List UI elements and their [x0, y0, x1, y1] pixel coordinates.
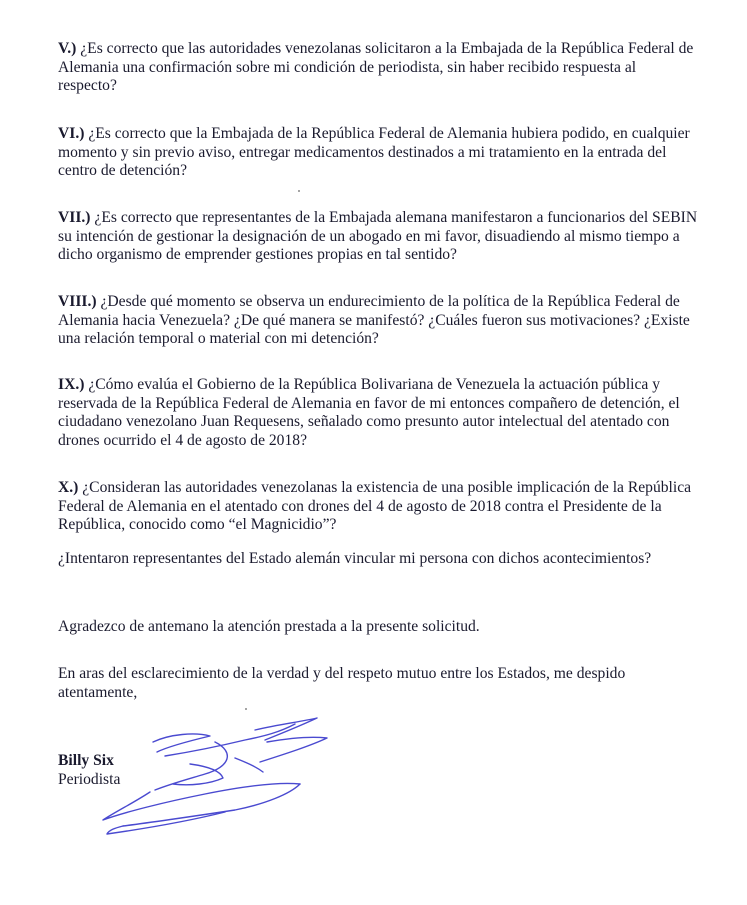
- scan-speck: [298, 190, 300, 192]
- signer-role: Periodista: [58, 770, 121, 788]
- question-number: VIII.): [58, 293, 97, 310]
- question-viii: [58, 293, 698, 349]
- question-number: X.): [58, 479, 79, 496]
- question-number: IX.): [58, 376, 85, 393]
- question-text: ¿Consideran las autoridades venezolanas la existencia de una posible implicación de la República Federal de Alemania en el atentado con drones del 4 de agosto de 2018 contra el Presidente de la República, conocido como “el Magnicidio”?: [58, 479, 692, 533]
- closing-paragraph: En aras del esclarecimiento de la verdad y del respeto mutuo entre los Estados, me despido atentamente,: [58, 665, 626, 701]
- question-vii: [58, 209, 698, 265]
- question-ix: [58, 376, 698, 450]
- question-v: [58, 40, 698, 96]
- followup-question: ¿Intentaron representantes del Estado alemán vincular mi persona con dichos acontecimientos?: [58, 550, 652, 567]
- handwritten-signature: [95, 712, 335, 837]
- question-number: VII.): [58, 209, 91, 226]
- signature-block: [58, 752, 120, 789]
- question-text: ¿Es correcto que representantes de la Embajada alemana manifestaron a funcionarios del SEBIN su intención de gestionar la designación de un abogado en mi favor, disuadiendo al mismo tiempo a dicho organismo de emprender gestiones propias en tal sentido?: [58, 209, 698, 263]
- question-text: ¿Cómo evalúa el Gobierno de la República Bolivariana de Venezuela la actuación pública y reservada de la República Federal de Alemania en favor de mi entonces compañero de detención, el ciudadano venezolano Juan Requesens, señalado como presunto autor intelectual del atentado con drones ocurrido el 4 de agosto de 2018?: [58, 376, 680, 449]
- question-text: ¿Es correcto que la Embajada de la República Federal de Alemania hubiera podido, en cualquier momento y sin previo aviso, entregar medicamentos destinados a mi tratamiento en la entrada del centro de detención?: [58, 125, 690, 179]
- signer-name: Billy Six: [58, 752, 114, 769]
- thanks-paragraph: Agradezco de antemano la atención prestada a la presente solicitud.: [58, 618, 480, 635]
- question-text: ¿Es correcto que las autoridades venezolanas solicitaron a la Embajada de la República Federal de Alemania una confirmación sobre mi condición de periodista, sin haber recibido respuesta al respecto?: [58, 40, 694, 94]
- question-vi: [58, 125, 698, 181]
- question-number: V.): [58, 40, 77, 57]
- question-text: ¿Desde qué momento se observa un endurecimiento de la política de la República Federal de Alemania hacia Venezuela? ¿De qué manera se manifestó? ¿Cuáles fueron sus motivaciones? ¿Existe una relación temporal o material con mi detención?: [58, 293, 690, 347]
- scan-speck: [245, 708, 247, 710]
- question-x: [58, 479, 698, 535]
- question-number: VI.): [58, 125, 85, 142]
